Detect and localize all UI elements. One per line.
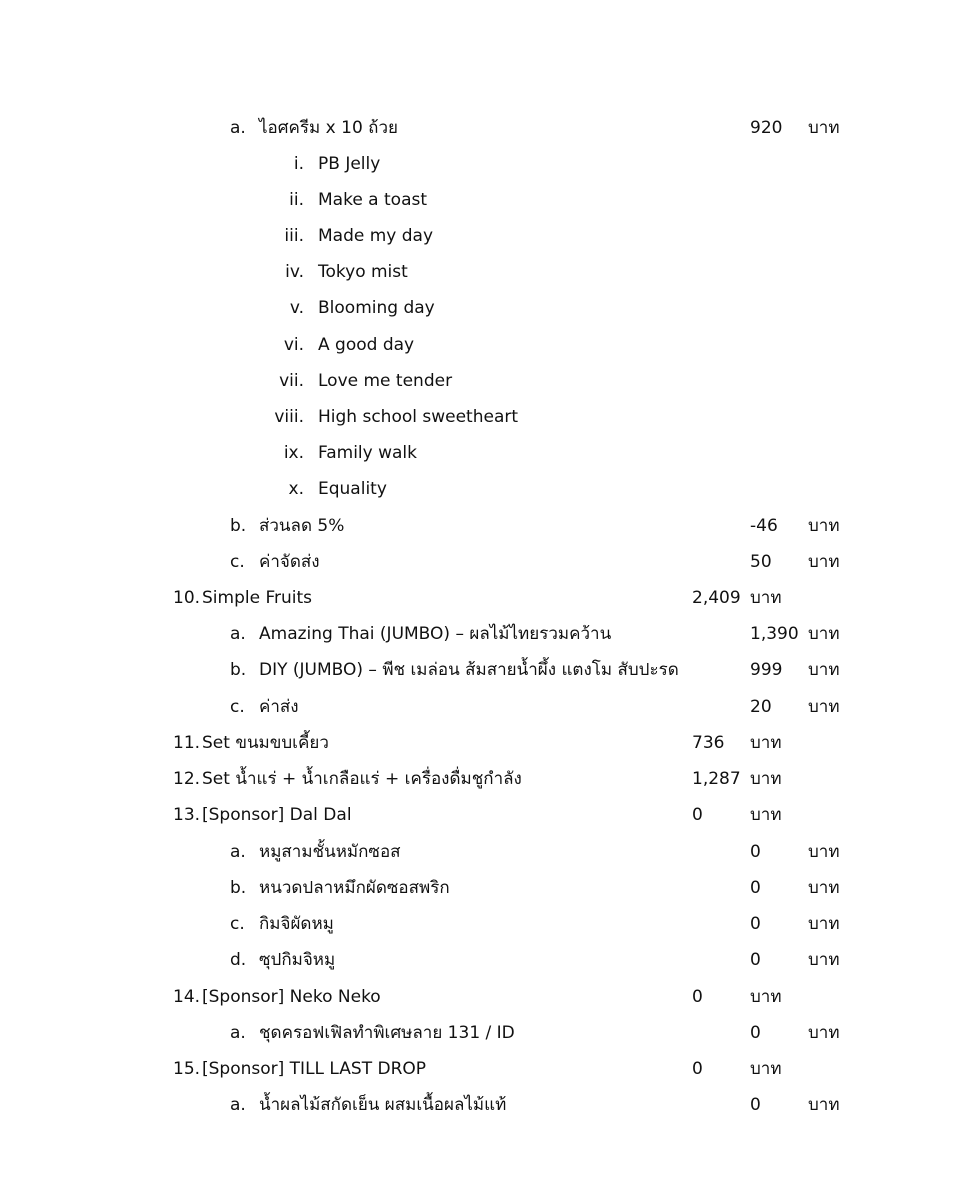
currency-unit: บาท bbox=[808, 914, 840, 934]
currency-unit: บาท bbox=[808, 118, 840, 138]
list-item: a. หมูสามชั้นหมักซอส 0 บาท bbox=[0, 839, 973, 865]
list-item: 12. Set น้ำแร่ + น้ำเกลือแร่ + เครื่องดื่มชูกำลัง 1,287 บาท bbox=[0, 766, 973, 792]
list-item: ix. Family walk bbox=[283, 443, 417, 463]
list-item: 13. [Sponsor] Dal Dal 0 บาท bbox=[0, 802, 973, 828]
currency-unit: บาท bbox=[808, 1095, 840, 1115]
currency-unit: บาท bbox=[750, 805, 782, 825]
list-item: i. PB Jelly bbox=[293, 154, 381, 174]
list-item: viii. High school sweetheart bbox=[274, 407, 519, 427]
amount: 50 bbox=[750, 552, 772, 572]
currency-unit: บาท bbox=[750, 588, 782, 608]
list-item: c. ค่าจัดส่ง 50 บาท bbox=[0, 549, 973, 575]
currency-unit: บาท bbox=[808, 697, 840, 717]
amount: 20 bbox=[750, 697, 772, 717]
list-item: c. ค่าส่ง 20 บาท bbox=[0, 694, 973, 720]
amount: 0 bbox=[750, 842, 761, 862]
amount: 1,390 bbox=[750, 624, 799, 644]
list-item: x. Equality bbox=[288, 479, 387, 499]
amount: 0 bbox=[750, 914, 761, 934]
list-item: a. ชุดครอฟเฟิลทำพิเศษลาย 131 / ID 0 บาท bbox=[0, 1020, 973, 1046]
currency-unit: บาท bbox=[808, 660, 840, 680]
amount: 999 bbox=[750, 660, 783, 680]
amount: 0 bbox=[750, 950, 761, 970]
amount: 2,409 bbox=[692, 588, 741, 608]
list-item: b. DIY (JUMBO) – พีช เมล่อน ส้มสายน้ำผึ้ง แตงโม สับปะรด 999 บาท bbox=[0, 657, 973, 683]
list-item: a. ไอศครีม x 10 ถ้วย 920 บาท bbox=[0, 115, 973, 141]
list-item: b. หนวดปลาหมึกผัดซอสพริก 0 บาท bbox=[0, 875, 973, 901]
list-item: b. ส่วนลด 5% -46 บาท bbox=[0, 513, 973, 539]
currency-unit: บาท bbox=[808, 950, 840, 970]
list-item: ii. Make a toast bbox=[289, 190, 428, 210]
amount: 920 bbox=[750, 118, 783, 138]
amount: 0 bbox=[692, 987, 703, 1007]
amount: 0 bbox=[750, 1023, 761, 1043]
amount: 0 bbox=[692, 805, 703, 825]
list-item: 11. Set ขนมขบเคี้ยว 736 บาท bbox=[0, 730, 973, 756]
currency-unit: บาท bbox=[808, 842, 840, 862]
amount: 0 bbox=[692, 1059, 703, 1079]
currency-unit: บาท bbox=[750, 769, 782, 789]
list-item: 10. Simple Fruits 2,409 บาท bbox=[0, 585, 973, 611]
list-item: iii. Made my day bbox=[284, 226, 434, 246]
list-item: v. Blooming day bbox=[289, 298, 435, 318]
amount: 736 bbox=[692, 733, 725, 753]
currency-unit: บาท bbox=[750, 733, 782, 753]
list-item: iv. Tokyo mist bbox=[285, 262, 408, 282]
list-item: d. ซุปกิมจิหมู 0 บาท bbox=[0, 947, 973, 973]
amount: 1,287 bbox=[692, 769, 741, 789]
amount: 0 bbox=[750, 1095, 761, 1115]
list-item: vi. A good day bbox=[283, 335, 415, 355]
currency-unit: บาท bbox=[808, 878, 840, 898]
amount: -46 bbox=[750, 516, 778, 536]
list-item: 14. [Sponsor] Neko Neko 0 บาท bbox=[0, 984, 973, 1010]
list-item: 15. [Sponsor] TILL LAST DROP 0 บาท bbox=[0, 1056, 973, 1082]
currency-unit: บาท bbox=[808, 624, 840, 644]
list-item: c. กิมจิผัดหมู 0 บาท bbox=[0, 911, 973, 937]
amount: 0 bbox=[750, 878, 761, 898]
list-item: a. Amazing Thai (JUMBO) – ผลไม้ไทยรวมคว้าน 1,390 บาท bbox=[0, 621, 973, 647]
currency-unit: บาท bbox=[808, 1023, 840, 1043]
currency-unit: บาท bbox=[808, 552, 840, 572]
currency-unit: บาท bbox=[750, 1059, 782, 1079]
list-item: vii. Love me tender bbox=[279, 371, 453, 391]
list-item: a. น้ำผลไม้สกัดเย็น ผสมเนื้อผลไม้แท้ 0 บาท bbox=[0, 1092, 973, 1118]
currency-unit: บาท bbox=[750, 987, 782, 1007]
currency-unit: บาท bbox=[808, 516, 840, 536]
